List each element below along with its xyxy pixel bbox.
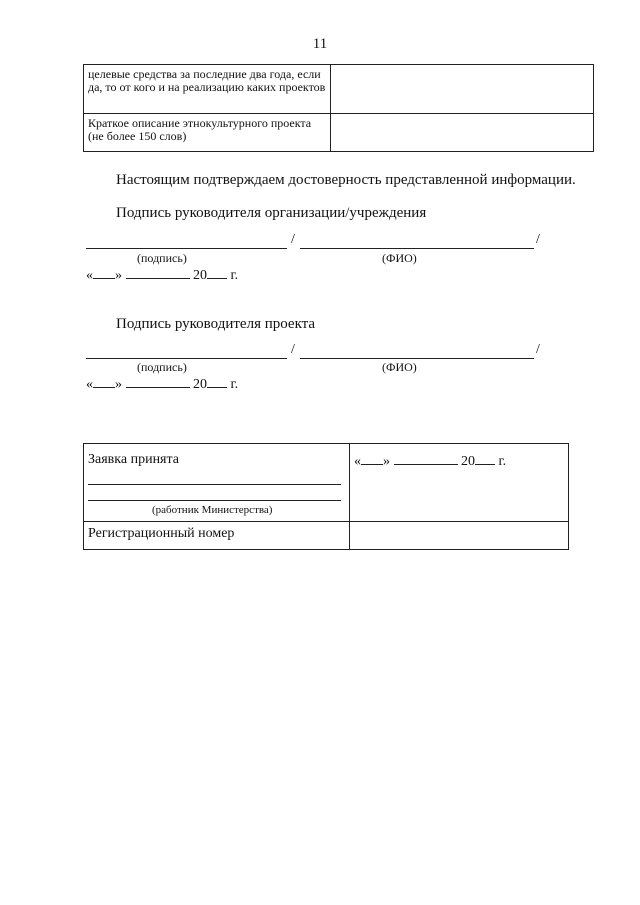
sig1-caption-name: (ФИО) [382,251,417,265]
sig1-caption-sign: (подпись) [137,251,187,265]
table-row [84,522,569,550]
date-close-quote: » [115,377,122,392]
date-month-blank[interactable] [394,452,458,465]
sig1-name-line[interactable] [300,234,534,249]
date-suffix: г. [230,268,239,283]
reg-value-cell[interactable] [350,522,569,550]
sig2-name-line[interactable] [300,344,534,359]
date-year-blank[interactable] [475,452,495,465]
receipt-date-cell [350,444,569,522]
sig1-title: Подпись руководителя организации/учреждения [116,205,427,221]
row-value[interactable] [331,65,594,114]
date-year-prefix: 20 [193,268,207,283]
table-row [84,444,569,522]
date-close-quote: » [383,454,390,469]
sig1-signature-line[interactable] [86,234,287,249]
date-year-blank[interactable] [207,375,227,388]
accepted-cell [84,444,350,522]
accepted-label: Заявка принята [88,452,179,467]
date-open-quote: « [86,377,93,392]
date-suffix: г. [230,377,239,392]
receipt-table [83,443,569,550]
sig2-date[interactable] [86,375,238,393]
date-open-quote: « [354,454,361,469]
sig2-slash: / [291,342,295,357]
sig2-caption-sign: (подпись) [137,360,187,374]
date-open-quote: « [86,268,93,283]
receipt-date[interactable] [350,444,568,470]
date-day-blank[interactable] [93,266,115,279]
date-month-blank[interactable] [126,375,190,388]
date-year-prefix: 20 [193,377,207,392]
worker-line-1[interactable] [88,484,341,485]
sig1-slash-end: / [536,232,540,247]
sig2-signature-line[interactable] [86,344,287,359]
reg-label: Регистрационный номер [88,526,235,541]
row-value[interactable] [331,114,594,152]
sig2-title: Подпись руководителя проекта [116,316,316,332]
sig1-slash: / [291,232,295,247]
page-number: 11 [312,36,328,52]
date-year-blank[interactable] [207,266,227,279]
date-day-blank[interactable] [93,375,115,388]
date-suffix: г. [498,454,507,469]
sig2-caption-name: (ФИО) [382,360,417,374]
sig2-slash-end: / [536,342,540,357]
confirmation-text: Настоящим подтверждаем достоверность представленной информации. [116,172,576,188]
worker-line-2[interactable] [88,500,341,501]
date-year-prefix: 20 [461,454,475,469]
date-month-blank[interactable] [126,266,190,279]
row-label: целевые средства за последние два года, если да, то от кого и на реализацию каких проектов [84,65,331,114]
table-row [84,65,594,114]
row-label: Краткое описание этнокультурного проекта (не более 150 слов) [84,114,331,152]
table-row [84,114,594,152]
reg-label-cell [84,522,350,550]
sig1-date[interactable] [86,266,238,284]
date-day-blank[interactable] [361,452,383,465]
project-info-table [83,64,594,152]
worker-caption: (работник Министерства) [152,504,273,516]
date-close-quote: » [115,268,122,283]
